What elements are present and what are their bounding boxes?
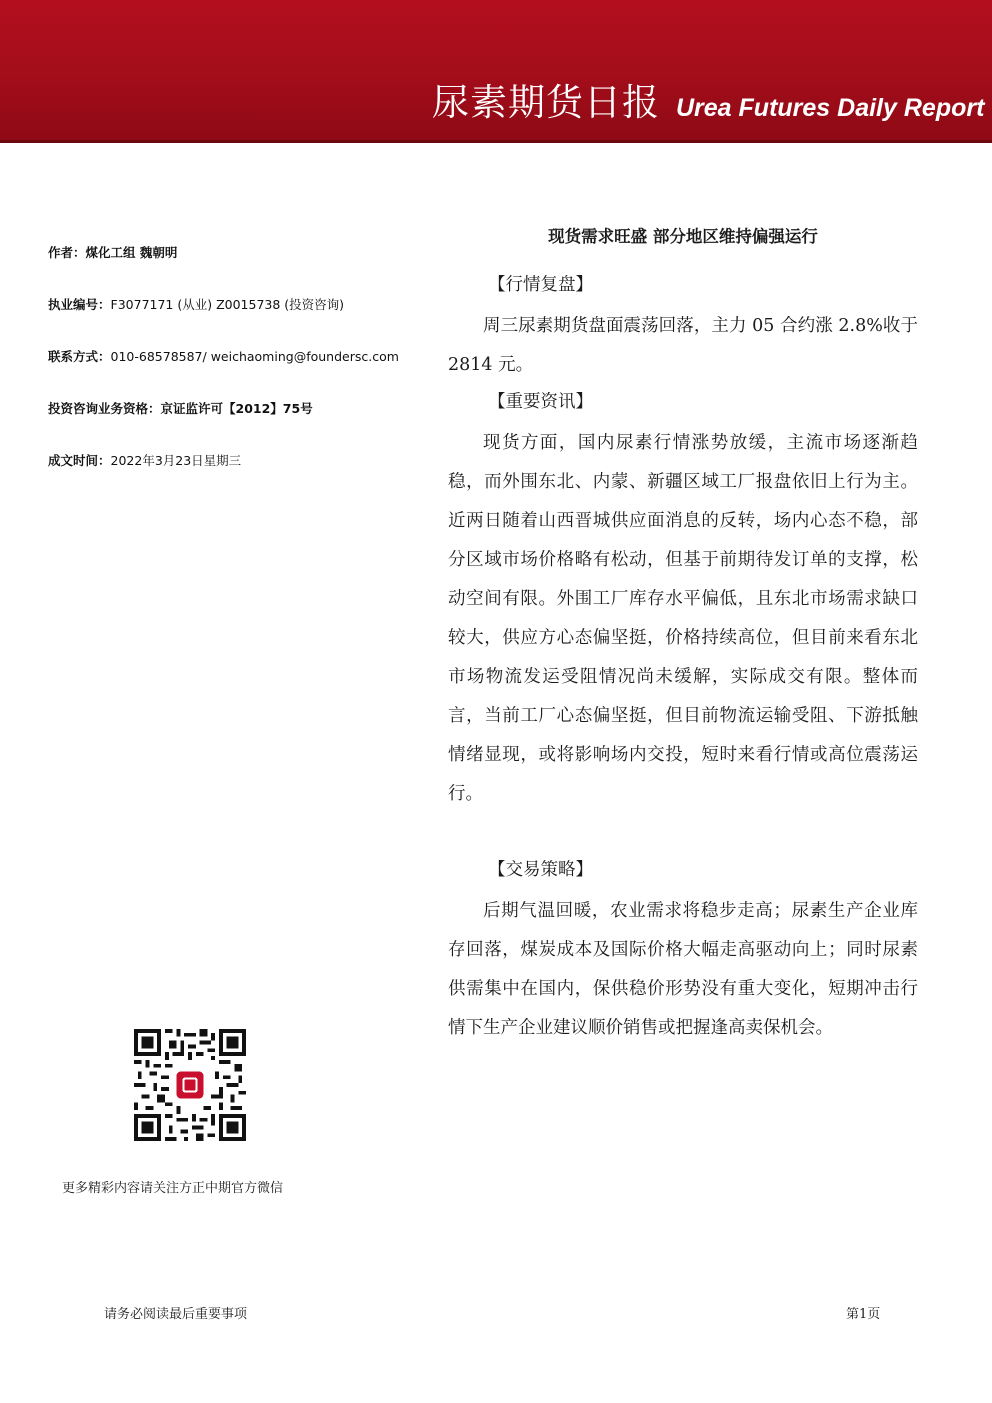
wechat-qr-code bbox=[134, 1029, 246, 1141]
license-label: 执业编号： bbox=[48, 297, 111, 312]
section-news-heading: 【重要资讯】 bbox=[488, 392, 593, 412]
section-strategy-heading: 【交易策略】 bbox=[488, 860, 593, 880]
contact-label: 联系方式： bbox=[48, 349, 111, 364]
license-line bbox=[48, 299, 344, 312]
header-banner bbox=[0, 0, 992, 140]
author-line bbox=[48, 247, 177, 260]
article-title: 现货需求旺盛 部分地区维持偏强运行 bbox=[548, 227, 818, 246]
contact-line bbox=[48, 351, 399, 364]
section-review-heading: 【行情复盘】 bbox=[488, 275, 593, 295]
report-title-en: Urea Futures Daily Report bbox=[676, 94, 985, 122]
banner-decoration bbox=[928, 0, 992, 54]
author-label: 作者： bbox=[48, 245, 86, 260]
date-label: 成文时间： bbox=[48, 453, 111, 468]
review-paragraph: 周三尿素期货盘面震荡回落，主力 05 合约涨 2.8%收于 2814 元。 bbox=[448, 316, 918, 375]
author-value: 煤化工组 魏朝明 bbox=[85, 245, 178, 260]
news-paragraph: 现货方面，国内尿素行情涨势放缓，主流市场逐渐趋稳，而外围东北、内蒙、新疆区域工厂报盘依旧上行为主。近两日随着山西晋城供应面消息的反转，场内心态不稳，部分区域市场价格略有松动，但基于前期待发订单的支撑，松动空间有限。外围工厂库存水平偏低，且东北市场需求缺口较大，供应方心态偏坚挺，价格持续高位，但目前来看东北市场物流发运受阻情况尚未缓解，实际成交有限。整体而言，当前工厂心态偏坚挺，但目前物流运输受阻、下游抵触情绪显现，或将影响场内交投，短时来看行情或高位震荡运行。 bbox=[448, 433, 918, 804]
license-value: F3077171 (从业) Z0015738 (投资咨询) bbox=[110, 297, 345, 312]
date-line bbox=[48, 455, 241, 468]
date-value: 2022年3月23日星期三 bbox=[110, 453, 242, 468]
page-number: 第1页 bbox=[846, 1307, 881, 1322]
strategy-paragraph: 后期气温回暖，农业需求将稳步走高；尿素生产企业库存回落，煤炭成本及国际价格大幅走高驱动向上；同时尿素供需集中在国内，保供稳价形势没有重大变化，短期冲击行情下生产企业建议顺价销售或把握逢高卖保机会。 bbox=[448, 901, 918, 1038]
qualification-value: 京证监许可【2012】75号 bbox=[160, 401, 313, 416]
report-title-cn: 尿素期货日报 bbox=[432, 81, 660, 124]
qualification-label: 投资咨询业务资格： bbox=[48, 401, 161, 416]
banner-divider bbox=[0, 140, 992, 143]
qr-caption: 更多精彩内容请关注方正中期官方微信 bbox=[62, 1181, 284, 1196]
footer-notice: 请务必阅读最后重要事项 bbox=[104, 1307, 248, 1322]
contact-value[interactable]: 010-68578587/ weichaoming@foundersc.com bbox=[110, 349, 399, 364]
qualification-line bbox=[48, 403, 313, 416]
